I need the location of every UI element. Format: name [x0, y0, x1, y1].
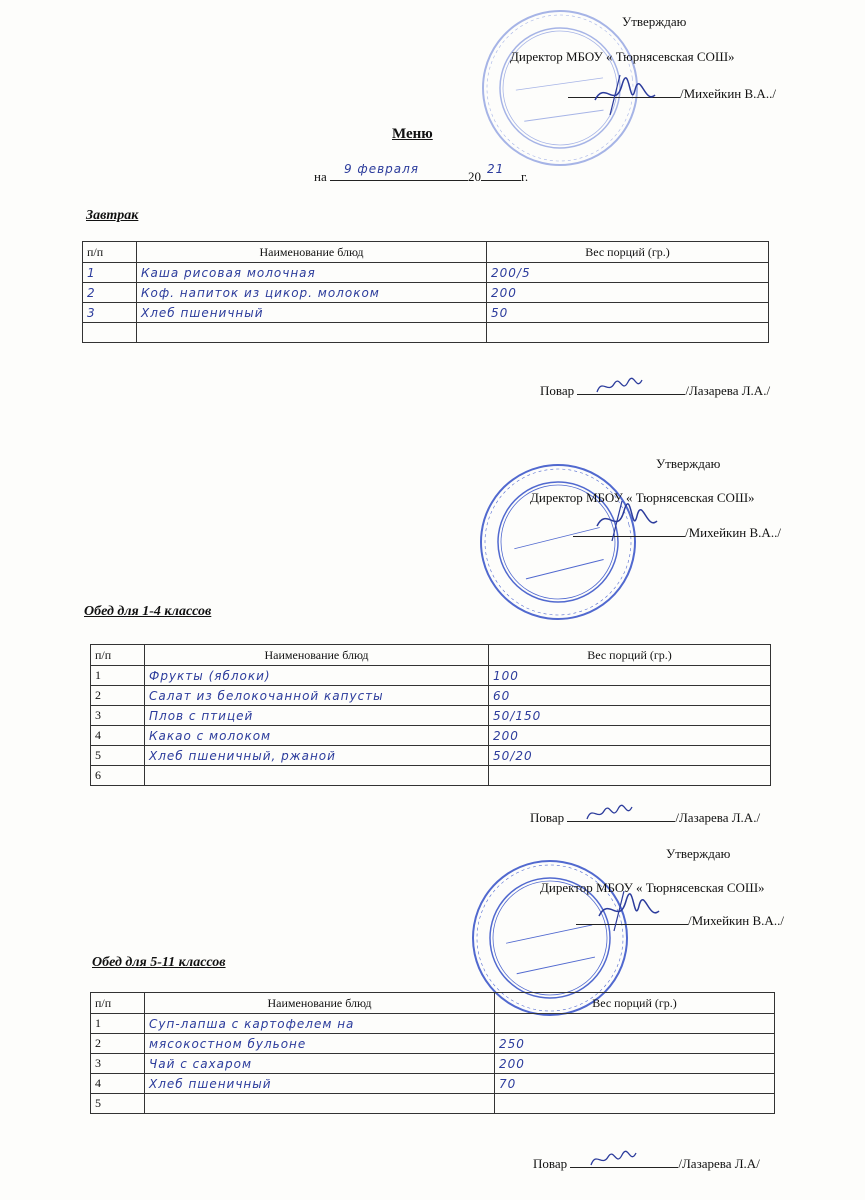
row-num: 2	[91, 1034, 145, 1054]
director-signature	[592, 496, 662, 546]
cook-name: /Лазарева Л.А./	[685, 383, 771, 398]
director-name: /Михейкин В.А../	[680, 86, 776, 101]
table-row	[91, 1094, 775, 1114]
director-label: Директор МБОУ « Тюрнясевская СОШ»	[510, 49, 735, 64]
year-handwritten: 21	[486, 162, 505, 176]
date-prefix: на	[314, 169, 327, 184]
row-dish: Плов с птицей	[145, 706, 489, 726]
row-num: 3	[91, 1054, 145, 1074]
cook-label: Повар	[533, 1156, 568, 1171]
director-name: /Михейкин В.А../	[688, 913, 784, 928]
cook-label: Повар	[530, 810, 565, 825]
row-weight: 60	[489, 686, 771, 706]
row-num: 3	[83, 303, 137, 323]
row-weight: 250	[495, 1034, 775, 1054]
row-weight: 200	[495, 1054, 775, 1074]
col-weight: Вес порций (гр.)	[487, 242, 769, 263]
row-weight: 50/20	[489, 746, 771, 766]
table-header	[91, 993, 775, 1014]
table-header	[91, 645, 771, 666]
cook-signature	[588, 1147, 638, 1171]
row-dish: Салат из белокочанной капусты	[145, 686, 489, 706]
table-row	[91, 686, 771, 706]
table-header	[83, 242, 769, 263]
row-weight: 200	[489, 726, 771, 746]
lunch-1-4-table	[90, 644, 771, 786]
row-num: 1	[83, 263, 137, 283]
director-signature	[594, 886, 664, 936]
row-num: 2	[83, 283, 137, 303]
row-dish: Хлеб пшеничный	[145, 1074, 495, 1094]
row-weight	[495, 1014, 775, 1034]
row-dish: Каша рисовая молочная	[137, 263, 487, 283]
row-dish	[137, 323, 487, 343]
row-weight	[495, 1094, 775, 1114]
table-row	[83, 323, 769, 343]
date-suffix: г.	[520, 169, 529, 184]
row-dish: Хлеб пшеничный, ржаной	[145, 746, 489, 766]
row-num: 6	[91, 766, 145, 786]
menu-date	[314, 162, 529, 185]
approval-label: Утверждаю	[656, 456, 721, 471]
col-weight: Вес порций (гр.)	[489, 645, 771, 666]
director-name: /Михейкин В.А../	[685, 525, 781, 540]
row-dish: Какао с молоком	[145, 726, 489, 746]
breakfast-heading: Завтрак	[86, 208, 139, 223]
table-row	[91, 726, 771, 746]
director-label: Директор МБОУ « Тюрнясевская СОШ»	[540, 880, 765, 895]
row-num: 2	[91, 686, 145, 706]
col-num: п/п	[83, 242, 137, 263]
lunch-5-11-heading: Обед для 5-11 классов	[92, 955, 226, 970]
row-dish: Чай с сахаром	[145, 1054, 495, 1074]
row-num: 1	[91, 666, 145, 686]
year-prefix: 20	[467, 169, 481, 184]
row-dish	[145, 766, 489, 786]
table-row	[91, 746, 771, 766]
table-row	[91, 1074, 775, 1094]
table-row	[91, 1014, 775, 1034]
table-row	[91, 766, 771, 786]
row-dish: Коф. напиток из цикор. молоком	[137, 283, 487, 303]
table-row	[91, 706, 771, 726]
row-num: 5	[91, 746, 145, 766]
row-weight: 200/5	[487, 263, 769, 283]
row-weight: 50	[487, 303, 769, 323]
row-num: 4	[91, 1074, 145, 1094]
cook-name: /Лазарева Л.А./	[675, 810, 761, 825]
cook-name: /Лазарева Л.А/	[678, 1156, 760, 1171]
director-signature	[590, 70, 660, 120]
row-weight	[489, 766, 771, 786]
cook-signature-breakfast	[540, 383, 770, 399]
approval-label: Утверждаю	[666, 846, 731, 861]
col-name: Наименование блюд	[145, 993, 495, 1014]
director-label: Директор МБОУ « Тюрнясевская СОШ»	[530, 490, 755, 505]
row-dish: Суп-лапша с картофелем на	[145, 1014, 495, 1034]
date-handwritten: 9 февраля	[343, 162, 420, 176]
row-dish: мясокостном бульоне	[145, 1034, 495, 1054]
row-num: 5	[91, 1094, 145, 1114]
row-weight: 70	[495, 1074, 775, 1094]
row-num: 1	[91, 1014, 145, 1034]
row-dish	[145, 1094, 495, 1114]
lunch-1-4-heading: Обед для 1-4 классов	[84, 604, 212, 619]
row-weight: 100	[489, 666, 771, 686]
page-title: Меню	[392, 126, 433, 142]
table-row	[91, 666, 771, 686]
table-row	[83, 303, 769, 323]
table-row	[83, 263, 769, 283]
approval-label: Утверждаю	[622, 14, 687, 29]
row-dish: Фрукты (яблоки)	[145, 666, 489, 686]
lunch-5-11-table	[90, 992, 775, 1114]
row-weight: 50/150	[489, 706, 771, 726]
row-num: 4	[91, 726, 145, 746]
row-num	[83, 323, 137, 343]
row-weight	[487, 323, 769, 343]
table-row	[83, 283, 769, 303]
col-name: Наименование блюд	[137, 242, 487, 263]
cook-signature-lunch-1-4	[530, 810, 760, 826]
row-num: 3	[91, 706, 145, 726]
row-weight: 200	[487, 283, 769, 303]
col-num: п/п	[91, 645, 145, 666]
row-dish: Хлеб пшеничный	[137, 303, 487, 323]
col-name: Наименование блюд	[145, 645, 489, 666]
breakfast-table	[82, 241, 769, 343]
col-weight: Вес порций (гр.)	[495, 993, 775, 1014]
table-row	[91, 1034, 775, 1054]
table-row	[91, 1054, 775, 1074]
cook-signature	[584, 801, 634, 825]
col-num: п/п	[91, 993, 145, 1014]
cook-signature	[594, 374, 644, 398]
cook-signature-lunch-5-11	[533, 1156, 760, 1172]
cook-label: Повар	[540, 383, 575, 398]
